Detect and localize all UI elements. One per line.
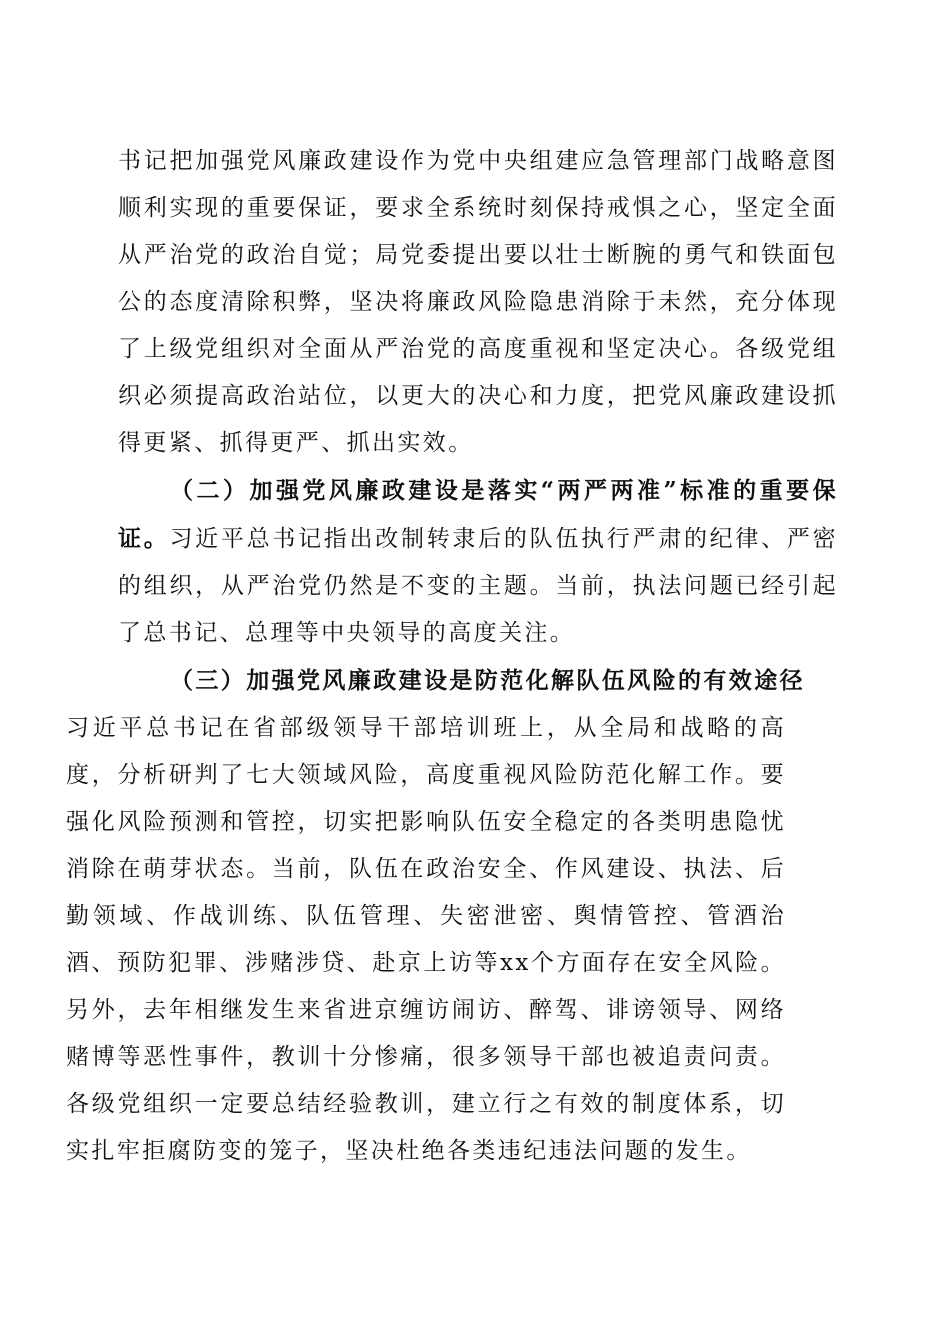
paragraph-section-three: [66, 657, 838, 1175]
paragraph-text: 书记把加强党风廉政建设作为党中央组建应急管理部门战略意图顺利实现的重要保证，要求全系统时刻保持戒惧之心，坚定全面从严治党的政治自觉；局党委提出要以壮士断腕的勇气和铁面包公的态度清除积弊，坚决将廉政风险隐患消除于未然，充分体现了上级党组织对全面从严治党的高度重视和坚定决心。各级党组织必须提高政治站位，以更大的决心和力度，把党风廉政建设抓得更紧、抓得更严、抓出实效。: [118, 148, 838, 456]
paragraph-section-two: [118, 467, 838, 657]
section-heading-two: （二）加强党风廉政建设是落实“两严两准”标准的重要保证。: [118, 477, 838, 552]
paragraph-text: 习近平总书记指出改制转隶后的队伍执行严肃的纪律、严密的组织，从严治党仍然是不变的主题。当前，执法问题已经引起了总书记、总理等中央领导的高度关注。: [118, 526, 838, 646]
section-heading-three: （三）加强党风廉政建设是防范化解队伍风险的有效途径: [170, 667, 805, 694]
paragraph-text: 习近平总书记在省部级领导干部培训班上，从全局和战略的高度，分析研判了七大领域风险，高度重视风险防范化解工作。要强化风险预测和管控，切实把影响队伍安全稳定的各类明患隐忧消除在萌芽状态。当前，队伍在政治安全、作风建设、执法、后勤领域、作战训练、队伍管理、失密泄密、舆情管控、管酒治酒、预防犯罪、涉赌涉贷、赴京上访等xx个方面存在安全风险。另外，去年相继发生来省进京缠访闹访、醉驾、诽谤领导、网络赌博等恶性事件，教训十分惨痛，很多领导干部也被追责问责。各级党组织一定要总结经验教训，建立行之有效的制度体系，切实扎牢拒腐防变的笼子，坚决杜绝各类违纪违法问题的发生。: [66, 715, 786, 1164]
paragraph-continuation: [118, 138, 838, 467]
document-body: [66, 138, 838, 1175]
